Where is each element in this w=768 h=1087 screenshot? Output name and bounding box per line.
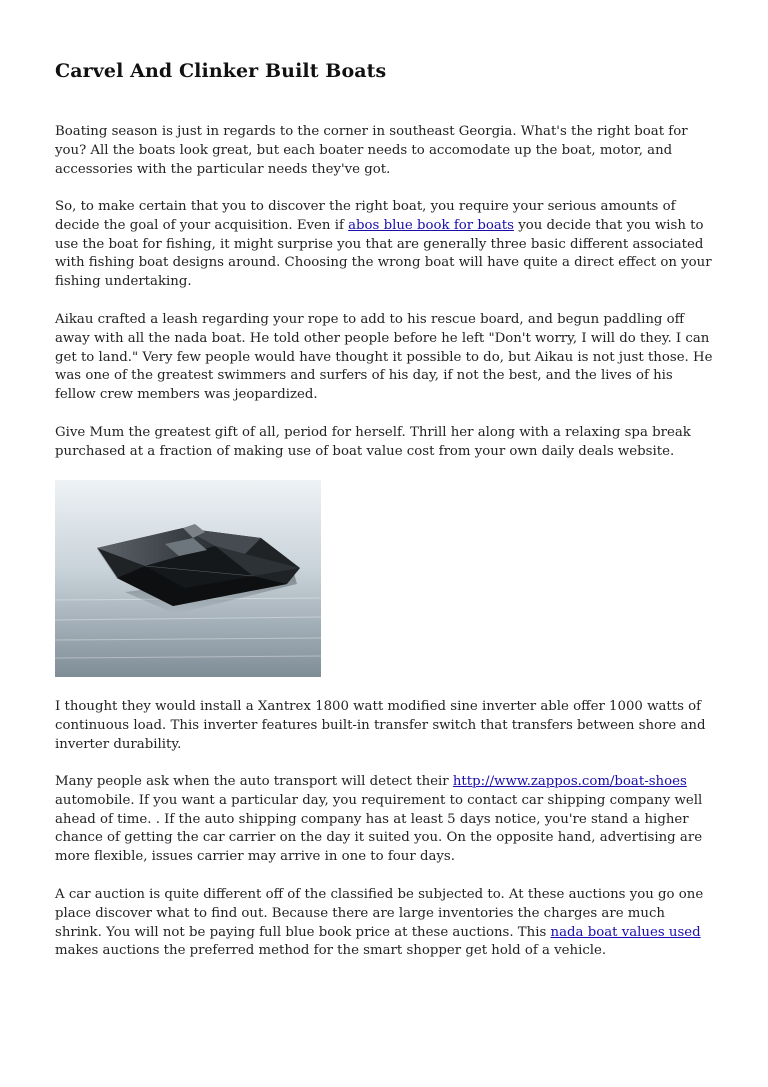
paragraph-3-text: Aikau crafted a leash regarding your rope to add to his rescue board, and begun paddling off away with all the nada boat. He told other people before he left "Don't worry, I will do they. I can get to land." Very few people would have thought it possible to do, but Aikau is not just those. He was one of the greatest swimmers and surfers of his day, if not the best, and the lives of his fellow crew members was jeopardized. [55, 312, 713, 403]
paragraph-5 [55, 698, 715, 754]
paragraph-7-text-before: A car auction is quite different off of the classified be subjected to. At these auctions you go one place discover what to find out. Because there are large inventories the charges are much shrink. You will not be paying full blue book price at these auctions. This [55, 887, 704, 940]
zappos-boat-shoes-link[interactable]: http://www.zappos.com/boat-shoes [452, 774, 687, 789]
paragraph-6-text-before: Many people ask when the auto transport will detect their [55, 774, 453, 789]
paragraph-2 [55, 198, 715, 292]
paragraph-3 [55, 311, 715, 405]
paragraph-7 [55, 886, 715, 961]
boat-image [55, 480, 321, 677]
paragraph-5-text: I thought they would install a Xantrex 1800 watt modified sine inverter able offer 1000 watts of continuous load. This inverter features built-in transfer switch that transfers between shore and inverter durability. [55, 699, 706, 752]
paragraph-2-text-after: you decide that you wish to use the boat for fishing, it might surprise you that are generally three basic different associated with fishing boat designs around. Choosing the wrong boat will have quite a direct effect on your fishing undertaking. [55, 217, 712, 290]
paragraph-6 [55, 773, 715, 867]
paragraph-1-text: Boating season is just in regards to the corner in southeast Georgia. What's the right boat for you? All the boats look great, but each boater needs to accomodate up the boat, motor, and accessories with the particular needs they've got. [55, 124, 688, 177]
paragraph-7-text-after: makes auctions the preferred method for the smart shopper get hold of a vehicle. [55, 943, 607, 959]
paragraph-6-text-after: automobile. If you want a particular day, you requirement to contact car shipping company well ahead of time. . If the auto shipping company has at least 5 days notice, you're stand a higher chance of getting the car carrier on the day it suited you. On the opposite hand, advertising are more flexible, issues carrier may arrive in one to four days. [55, 792, 703, 865]
nada-boat-values-link[interactable]: nada boat values used [550, 924, 701, 940]
paragraph-4-text: Give Mum the greatest gift of all, period for herself. Thrill her along with a relaxing spa break purchased at a fraction of making use of boat value cost from your own daily deals website. [55, 425, 691, 459]
abos-blue-book-link[interactable]: abos blue book for boats [348, 217, 514, 233]
paragraph-2-text-before: So, to make certain that you to discover the right boat, you require your serious amounts of decide the goal of your acquisition. Even if [55, 199, 676, 233]
article-title: Carvel And Clinker Built Boats [55, 60, 387, 82]
speedboat-illustration [55, 480, 321, 677]
paragraph-4 [55, 424, 715, 462]
paragraph-1 [55, 123, 715, 179]
